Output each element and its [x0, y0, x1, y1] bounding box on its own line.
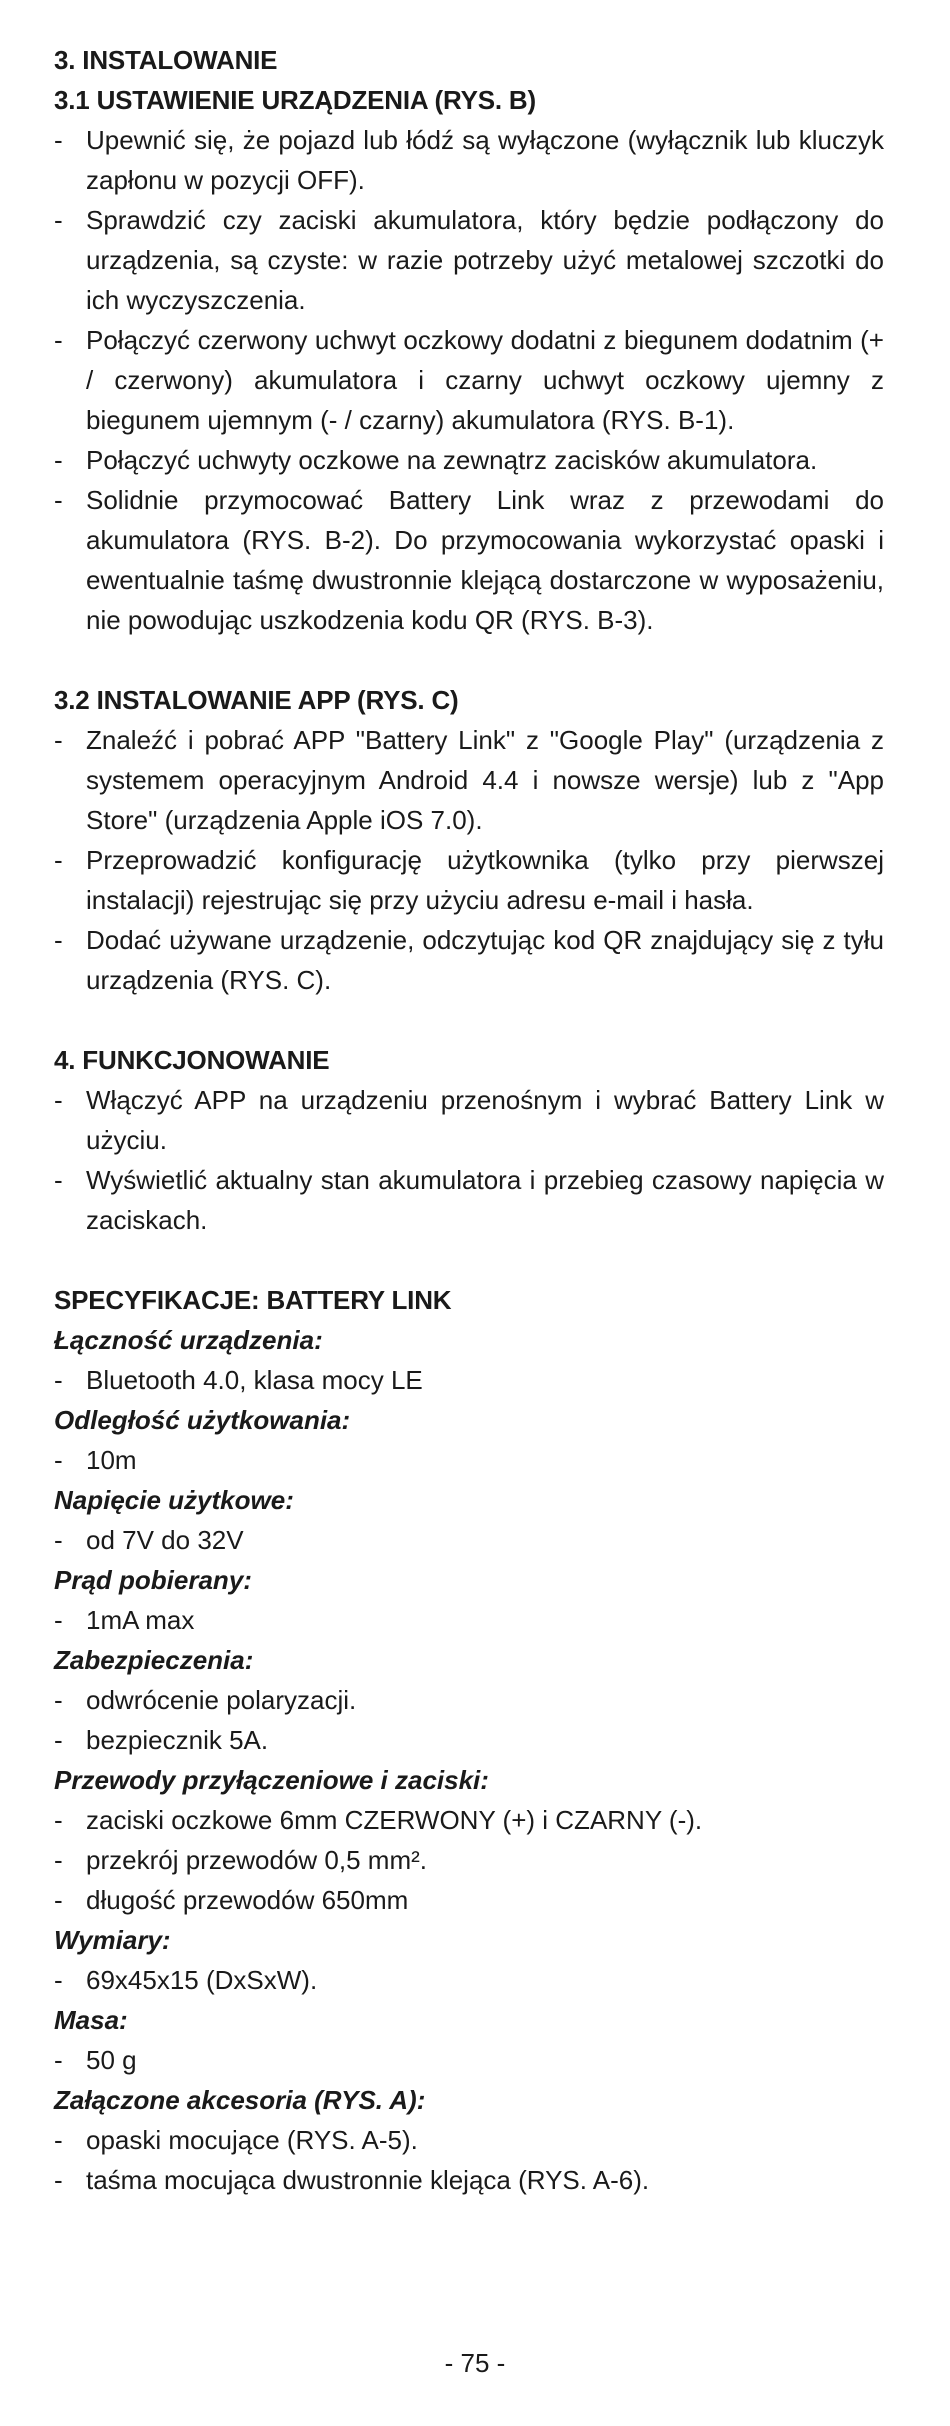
bullet-dash: -: [54, 1085, 63, 1115]
list-item-text: Znaleźć i pobrać APP "Battery Link" z "Google Play" (urządzenia z systemem operacyjnym Android 4.4 i nowsze wersje) lub z "App Store" (urządzenia Apple iOS 7.0).: [86, 725, 884, 835]
list-item-text: Solidnie przymocować Battery Link wraz z przewodami do akumulatora (RYS. B-2). Do przymocowania wykorzystać opaski i ewentualnie taśmę dwustronnie klejącą dostarczone w wyposażeniu, nie powodując uszkodzenia kodu QR (RYS. B-3).: [86, 485, 884, 635]
list-item: [54, 840, 884, 920]
spec-value: 50 g: [86, 2045, 137, 2075]
bullet-dash: -: [54, 2045, 63, 2075]
spec-value: Bluetooth 4.0, klasa mocy LE: [86, 1365, 423, 1395]
bullet-dash: -: [54, 2165, 63, 2195]
spec-label: Zabezpieczenia:: [54, 1645, 254, 1675]
spec-label: Łączność urządzenia:: [54, 1325, 323, 1355]
bullet-dash: -: [54, 925, 63, 955]
specs-heading: SPECYFIKACJE: BATTERY LINK: [54, 1285, 452, 1315]
list-item-text: Wyświetlić aktualny stan akumulatora i przebieg czasowy napięcia w zaciskach.: [86, 1165, 884, 1235]
list-item-text: Połączyć czerwony uchwyt oczkowy dodatni z biegunem dodatnim (+ / czerwony) akumulatora i czarny uchwyt oczkowy ujemny z biegunem ujemnym (- / czarny) akumulatora (RYS. B-1).: [86, 325, 884, 435]
spec-item: [54, 1880, 884, 1920]
spec-value: zaciski oczkowe 6mm CZERWONY (+) i CZARNY (-).: [86, 1805, 703, 1835]
spec-value: 69x45x15 (DxSxW).: [86, 1965, 318, 1995]
list-item: [54, 440, 884, 480]
spec-label: Przewody przyłączeniowe i zaciski:: [54, 1765, 489, 1795]
bullet-dash: -: [54, 325, 63, 355]
spec-item: [54, 1840, 884, 1880]
bullet-dash: -: [54, 1965, 63, 1995]
spec-label: Napięcie użytkowe:: [54, 1485, 294, 1515]
bullet-dash: -: [54, 205, 63, 235]
bullet-dash: -: [54, 1885, 63, 1915]
spec-item: [54, 1520, 884, 1560]
spec-label: Odległość użytkowania:: [54, 1405, 351, 1435]
spec-item: [54, 1960, 884, 2000]
subsection-heading: 3.2 INSTALOWANIE APP (RYS. C): [54, 685, 459, 715]
bullet-dash: -: [54, 485, 63, 515]
list-item-text: Połączyć uchwyty oczkowe na zewnątrz zacisków akumulatora.: [86, 445, 818, 475]
spec-label: Prąd pobierany:: [54, 1565, 252, 1595]
spec-label: Załączone akcesoria (RYS. A):: [54, 2085, 426, 2115]
bullet-dash: -: [54, 125, 63, 155]
list-item: [54, 1080, 884, 1160]
spec-value: opaski mocujące (RYS. A-5).: [86, 2125, 418, 2155]
list-item: [54, 320, 884, 440]
bullet-dash: -: [54, 2125, 63, 2155]
spec-value: przekrój przewodów 0,5 mm².: [86, 1845, 427, 1875]
list-item-text: Dodać używane urządzenie, odczytując kod QR znajdujący się z tyłu urządzenia (RYS. C).: [86, 925, 884, 995]
section-heading: 3. INSTALOWANIE: [54, 45, 278, 75]
bullet-dash: -: [54, 725, 63, 755]
bullet-dash: -: [54, 1685, 63, 1715]
list-item: [54, 1160, 884, 1240]
manual-page: [54, 40, 884, 2200]
bullet-dash: -: [54, 1805, 63, 1835]
list-item: [54, 920, 884, 1000]
bullet-dash: -: [54, 1725, 63, 1755]
spec-label: Masa:: [54, 2005, 128, 2035]
list-item-text: Upewnić się, że pojazd lub łódź są wyłączone (wyłącznik lub kluczyk zapłonu w pozycji OFF).: [86, 125, 884, 195]
spec-item: [54, 1600, 884, 1640]
bullet-dash: -: [54, 445, 63, 475]
section-installation: [54, 40, 884, 640]
spec-item: [54, 1680, 884, 1720]
bullet-dash: -: [54, 1365, 63, 1395]
bullet-dash: -: [54, 845, 63, 875]
spec-item: [54, 2040, 884, 2080]
section-operation: [54, 1040, 884, 1240]
bullet-dash: -: [54, 1445, 63, 1475]
section-heading: 4. FUNKCJONOWANIE: [54, 1045, 330, 1075]
bullet-dash: -: [54, 1605, 63, 1635]
page-number: - 75 -: [444, 2348, 506, 2378]
spec-value: taśma mocująca dwustronnie klejąca (RYS. A-6).: [86, 2165, 650, 2195]
spec-item: [54, 2160, 884, 2200]
list-item-text: Włączyć APP na urządzeniu przenośnym i wybrać Battery Link w użyciu.: [86, 1085, 884, 1155]
list-item: [54, 480, 884, 640]
spec-item: [54, 2120, 884, 2160]
spec-item: [54, 1440, 884, 1480]
section-specifications: [54, 1280, 884, 2200]
spec-label: Wymiary:: [54, 1925, 171, 1955]
list-item: [54, 720, 884, 840]
list-item: [54, 120, 884, 200]
spec-value: bezpiecznik 5A.: [86, 1725, 269, 1755]
spec-value: 1mA max: [86, 1605, 195, 1635]
spec-item: [54, 1800, 884, 1840]
list-item-text: Sprawdzić czy zaciski akumulatora, który będzie podłączony do urządzenia, są czyste: w razie potrzeby użyć metalowej szczotki do ich wyczyszczenia.: [86, 205, 884, 315]
bullet-dash: -: [54, 1845, 63, 1875]
spec-value: od 7V do 32V: [86, 1525, 244, 1555]
bullet-dash: -: [54, 1525, 63, 1555]
section-app-install: [54, 680, 884, 1000]
spec-item: [54, 1360, 884, 1400]
spec-value: 10m: [86, 1445, 137, 1475]
bullet-dash: -: [54, 1165, 63, 1195]
list-item-text: Przeprowadzić konfigurację użytkownika (tylko przy pierwszej instalacji) rejestrując się przy użyciu adresu e-mail i hasła.: [86, 845, 884, 915]
list-item: [54, 200, 884, 320]
spec-item: [54, 1720, 884, 1760]
subsection-heading: 3.1 USTAWIENIE URZĄDZENIA (RYS. B): [54, 85, 536, 115]
spec-value: długość przewodów 650mm: [86, 1885, 409, 1915]
spec-value: odwrócenie polaryzacji.: [86, 1685, 357, 1715]
